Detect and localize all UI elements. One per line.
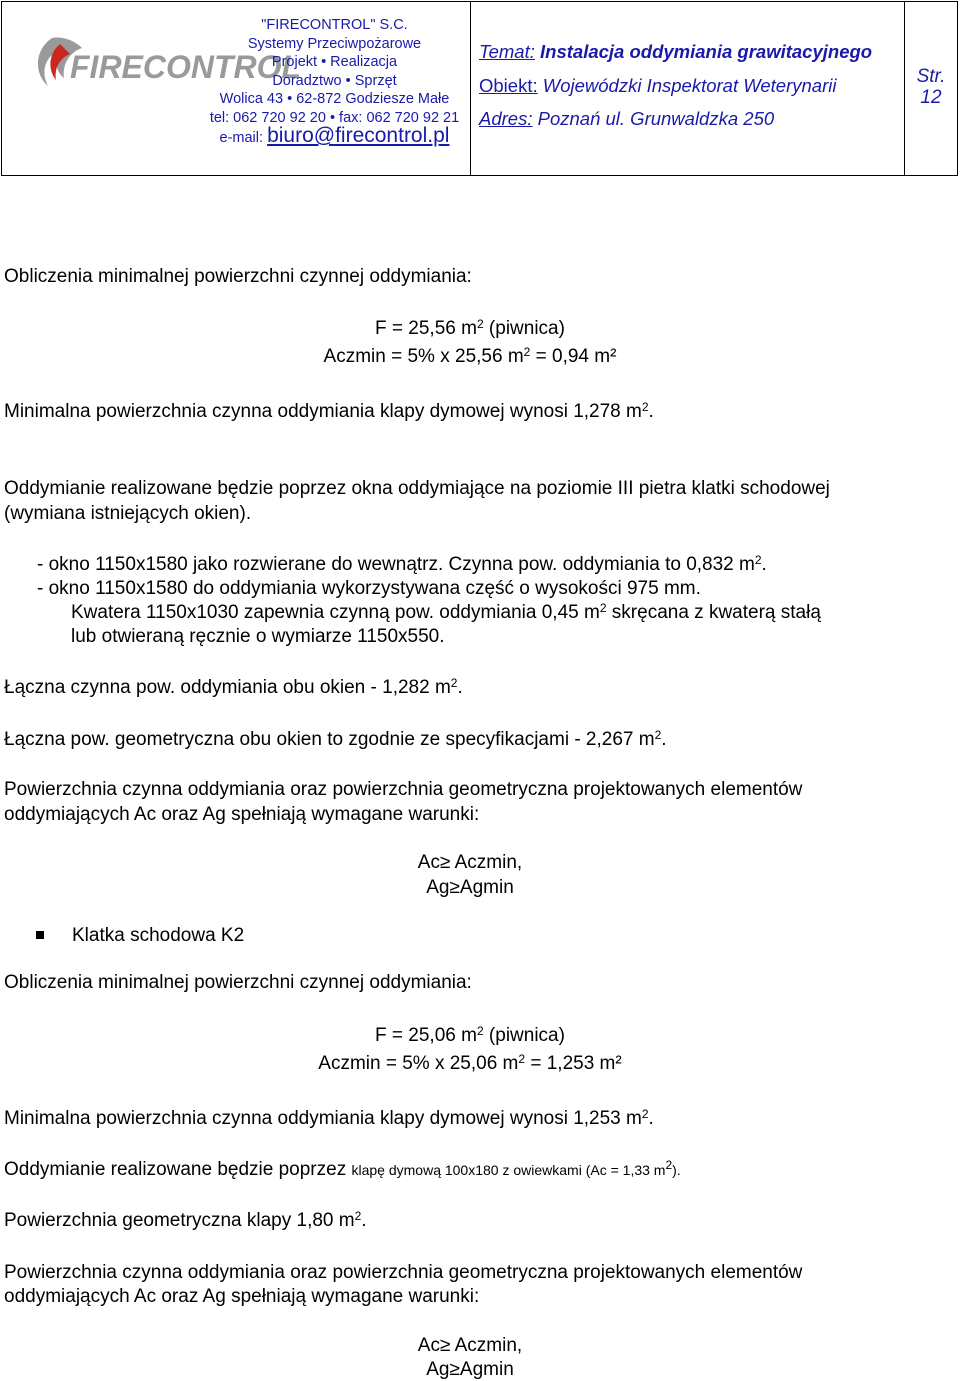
- email-label: e-mail:: [219, 130, 264, 146]
- company-line-1: Systemy Przeciwpożarowe: [247, 35, 422, 52]
- calc-heading-1: Obliczenia minimalnej powierzchni czynnej oddymiania:: [4, 266, 472, 287]
- conditions-2-line-1: Powierzchnia czynna oddymiania oraz powierzchnia geometryczna projektowanych elementów: [4, 1262, 803, 1283]
- window-item-2: - okno 1150x1580 do oddymiania wykorzystywana część o wysokości 975 mm.: [37, 578, 701, 599]
- object-row: [479, 75, 836, 97]
- svg-text:FIRECONTROL: FIRECONTROL: [70, 49, 302, 85]
- company-name: "FIRECONTROL" S.C.: [261, 17, 408, 33]
- window-item-2-cont: Kwatera 1150x1030 zapewnia czynną pow. oddymiania 0,45 $m^2$ skręcana z kwaterą stałą: [71, 601, 821, 623]
- address-row: [479, 108, 774, 130]
- company-address: Wolica 43 • 62-872 Godziesze Małe: [219, 91, 450, 107]
- address-value: Poznań ul. Grunwaldzka 250: [537, 108, 775, 129]
- document-header: [1, 1, 958, 176]
- square-bullet-icon: [36, 931, 44, 939]
- condition-ag-2: Ag≥Agmin: [426, 1359, 514, 1380]
- email-link[interactable]: biuro@firecontrol.pl: [267, 124, 450, 147]
- window-item-1: - okno 1150x1580 jako rozwierane do wewnątrz. Czynna pow. oddymiania to 0,832 $m^2$.: [37, 553, 767, 575]
- company-phone: tel: 062 720 92 20 • fax: 062 720 92 21: [209, 109, 460, 126]
- page-number-block: [905, 2, 957, 175]
- subject-block: [471, 2, 905, 175]
- min-area-2: Minimalna powierzchnia czynna oddymiania klapy dymowej wynosi 1,253 $m^2$.: [4, 1107, 654, 1129]
- conditions-2-line-2: oddymiających Ac oraz Ag spełniają wymagane warunki:: [4, 1286, 480, 1307]
- formula-aczmin-2: Aczmin = 5% x 25,06 $m^2 = 1,253$ m²: [318, 1052, 622, 1074]
- page-label: Str.: [916, 66, 946, 87]
- total-active-area: Łączna czynna pow. oddymiania obu okien - 1,282 $m^2$.: [4, 676, 463, 698]
- formula-area-1: F = 25,56 $m^2$ (piwnica): [375, 317, 565, 339]
- min-area-1: Minimalna powierzchnia czynna oddymiania klapy dymowej wynosi 1,278 $m^2$.: [4, 400, 654, 422]
- window-item-2-cont-2: lub otwieraną ręcznie o wymiarze 1150x550.: [71, 626, 445, 647]
- realized-1-line-2: (wymiana istniejących okien).: [4, 503, 252, 524]
- formula-aczmin-1: Aczmin = 5% x 25,56 $m^2 = 0,94$ m²: [323, 345, 617, 367]
- company-line-3: Doradztwo • Sprzęt: [272, 72, 397, 89]
- company-info: [202, 16, 467, 148]
- address-label: Adres:: [479, 108, 533, 129]
- calc-heading-2: Obliczenia minimalnej powierzchni czynnej oddymiania:: [4, 972, 472, 993]
- object-value: Wojewódzki Inspektorat Weterynarii: [542, 75, 837, 96]
- topic-value: Instalacja oddymiania grawitacyjnego: [540, 41, 873, 62]
- company-email: [202, 124, 467, 148]
- company-block: [2, 2, 471, 175]
- realized-2: Oddymianie realizowane będzie poprzez klapę dymową 100x180 z owiewkami (Ac = 1,33 $m^2$).: [4, 1158, 681, 1180]
- formula-area-2: F = 25,06 $m^2$ (piwnica): [375, 1024, 565, 1046]
- geometric-area-flap: Powierzchnia geometryczna klapy 1,80 $m^2$.: [4, 1209, 367, 1231]
- realized-1-line-1: Oddymianie realizowane będzie poprzez okna oddymiające na poziomie III pietra klatki schodowej: [4, 478, 830, 499]
- bullet-k2: Klatka schodowa K2: [36, 925, 244, 947]
- condition-ag-1: Ag≥Agmin: [426, 877, 514, 898]
- object-label: Obiekt:: [479, 75, 538, 96]
- total-geometric-area: Łączna pow. geometryczna obu okien to zgodnie ze specyfikacjami - 2,267 $m^2$.: [4, 728, 667, 750]
- page-label-block: [905, 66, 957, 108]
- condition-ac-1: Ac≥ Aczmin,: [417, 852, 523, 873]
- page-number: 12: [920, 87, 942, 108]
- topic-row: [479, 41, 872, 63]
- topic-label: Temat:: [479, 41, 535, 62]
- condition-ac-2: Ac≥ Aczmin,: [417, 1335, 523, 1356]
- conditions-1-line-2: oddymiających Ac oraz Ag spełniają wymagane warunki:: [4, 804, 480, 825]
- company-line-2: Projekt • Realizacja: [271, 54, 398, 70]
- conditions-1-line-1: Powierzchnia czynna oddymiania oraz powierzchnia geometryczna projektowanych elementów: [4, 779, 803, 800]
